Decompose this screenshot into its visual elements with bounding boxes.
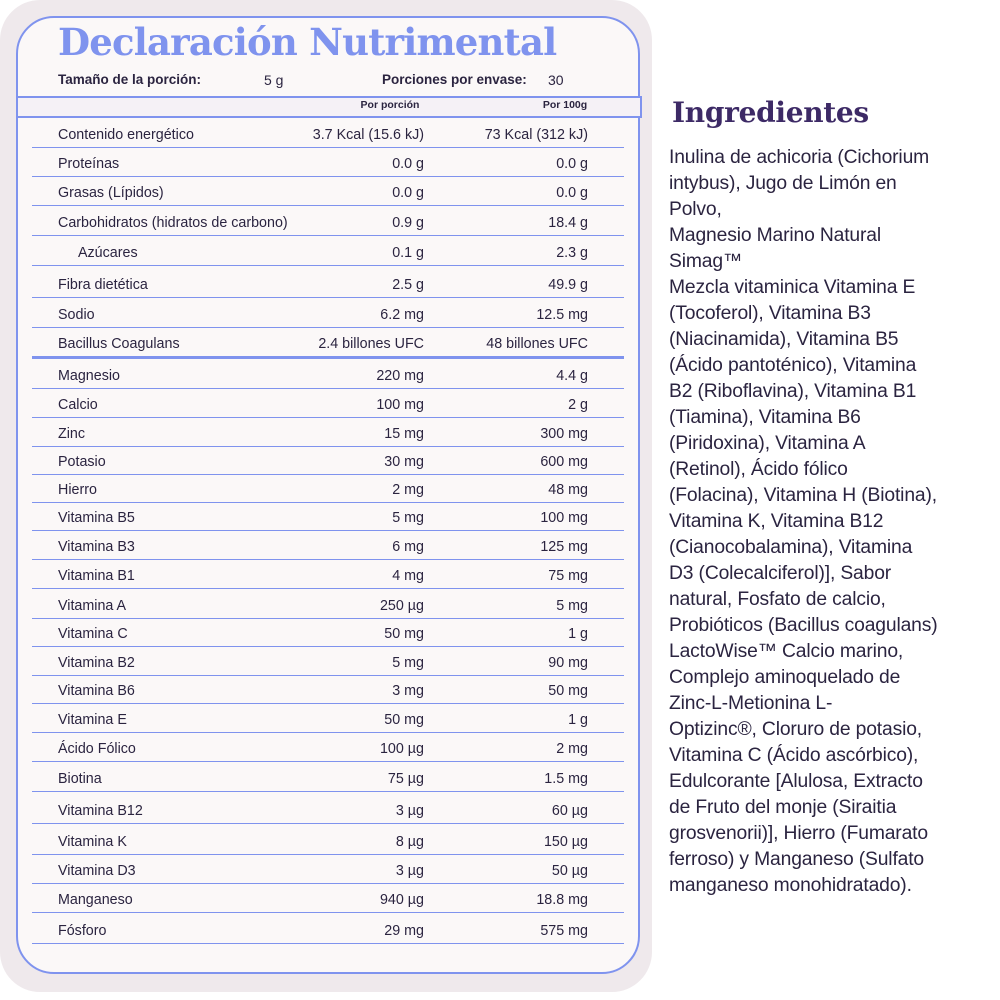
nutrient-per-serving: 0.9 g <box>392 215 424 231</box>
nutrient-per-100g: 300 mg <box>540 426 588 442</box>
nutrient-per-serving: 0.0 g <box>392 156 424 172</box>
table-row <box>32 359 624 389</box>
table-row <box>32 560 624 589</box>
nutrient-per-100g: 2 g <box>568 397 588 413</box>
nutrient-name: Azúcares <box>78 245 138 261</box>
nutrient-per-100g: 50 µg <box>551 863 588 879</box>
nutrient-per-serving: 75 µg <box>387 771 424 787</box>
column-header-per-100g: Por 100g <box>542 99 588 111</box>
table-row <box>32 475 624 503</box>
nutrient-per-serving: 940 µg <box>379 892 424 908</box>
nutrient-per-serving: 6 mg <box>392 539 424 555</box>
nutrient-per-serving: 8 µg <box>395 834 424 850</box>
nutrient-per-serving: 0.1 g <box>392 245 424 261</box>
nutrient-name: Proteínas <box>58 156 120 172</box>
nutrient-per-100g: 90 mg <box>548 655 588 671</box>
column-header-per-serving: Por porción <box>360 99 420 111</box>
table-row <box>32 206 624 236</box>
nutrient-per-serving: 4 mg <box>392 568 424 584</box>
nutrient-per-100g: 18.4 g <box>548 215 588 231</box>
nutrient-per-100g: 49.9 g <box>548 277 588 293</box>
nutrient-name: Vitamina C <box>58 626 128 642</box>
nutrient-per-100g: 5 mg <box>556 598 588 614</box>
nutrient-name: Vitamina K <box>58 834 127 850</box>
nutrient-per-serving: 2 mg <box>392 482 424 498</box>
nutrient-per-100g: 0.0 g <box>556 156 588 172</box>
table-row <box>32 389 624 418</box>
nutrient-per-serving: 100 µg <box>379 741 424 757</box>
nutrient-name: Hierro <box>58 482 97 498</box>
nutrient-name: Ácido Fólico <box>58 741 136 757</box>
nutrient-per-serving: 3.7 Kcal (15.6 kJ) <box>312 127 424 143</box>
nutrient-name: Biotina <box>58 771 102 787</box>
nutrient-name: Calcio <box>58 397 98 413</box>
table-row <box>32 148 624 177</box>
nutrient-per-serving: 3 µg <box>395 863 424 879</box>
nutrient-per-100g: 60 µg <box>551 803 588 819</box>
nutrient-name: Zinc <box>58 426 86 442</box>
table-row <box>32 118 624 148</box>
nutrient-per-100g: 73 Kcal (312 kJ) <box>484 127 588 143</box>
nutrient-per-100g: 1 g <box>568 712 588 728</box>
table-row <box>32 177 624 206</box>
nutrient-per-serving: 50 mg <box>384 626 424 642</box>
table-row <box>32 589 624 619</box>
nutrient-name: Vitamina B5 <box>58 510 135 526</box>
table-row <box>32 733 624 762</box>
nutrient-per-100g: 2 mg <box>556 741 588 757</box>
nutrient-per-100g: 18.8 mg <box>536 892 588 908</box>
nutrient-per-100g: 50 mg <box>548 683 588 699</box>
nutrient-per-serving: 50 mg <box>384 712 424 728</box>
nutrient-per-100g: 0.0 g <box>556 185 588 201</box>
nutrient-name: Grasas (Lípidos) <box>58 185 164 201</box>
ingredients-text: Inulina de achicoria (Cichorium intybus), Jugo de Limón en Polvo, Magnesio Marino Natural Simag™ Mezcla vitaminica Vitamina E (Tocoferol), Vitamina B3 (Niacinamida), Vitamina B5 (Ácido pantoténico), Vitamina B2 (Riboflavina), Vitamina B1 (Tiamina), Vitamina B6 (Piridoxina), Vitamina A (Retinol), Ácido fólico (Folacina), Vitamina H (Biotina), Vitamina K, Vitamina B12 (Cianocobalamina), Vitamina D3 (Colecalciferol)], Sabor natural, Fosfato de calcio, Probióticos (Bacillus coagulans) LactoWise™ Calcio marino, Complejo aminoquelado de Zinc-L-Metionina L- Optizinc®, Cloruro de potasio, Vitamina C (Ácido ascórbico), Edulcorante [Alulosa, Extracto de Fruto del monje (Siraitia grosvenorii)], Hierro (Fumarato ferroso) y Manganeso (Sulfato manganeso monohidratado). <box>669 147 938 896</box>
table-row <box>32 704 624 733</box>
table-row <box>32 676 624 704</box>
nutrient-per-100g: 1 g <box>568 626 588 642</box>
nutrient-per-serving: 2.4 billones UFC <box>318 336 424 352</box>
nutrient-per-serving: 0.0 g <box>392 185 424 201</box>
servings-per-container-value: 30 <box>548 72 564 88</box>
nutrient-per-100g: 12.5 mg <box>536 307 588 323</box>
nutrient-per-100g: 150 µg <box>543 834 588 850</box>
nutrient-name: Fósforo <box>58 923 107 939</box>
nutrient-name: Vitamina B2 <box>58 655 135 671</box>
nutrient-per-100g: 2.3 g <box>556 245 588 261</box>
table-row <box>32 913 624 944</box>
nutrient-name: Bacillus Coagulans <box>58 336 180 352</box>
table-row <box>32 418 624 447</box>
table-row <box>32 503 624 531</box>
servings-per-container-label: Porciones por envase: <box>382 72 527 87</box>
nutrient-per-100g: 75 mg <box>548 568 588 584</box>
table-row <box>32 531 624 560</box>
table-row <box>32 619 624 647</box>
nutrient-name: Vitamina B12 <box>58 803 143 819</box>
serving-size-value: 5 g <box>264 72 284 88</box>
table-row <box>32 298 624 328</box>
nutrient-name: Vitamina B6 <box>58 683 135 699</box>
table-row <box>32 328 624 359</box>
nutrient-per-100g: 1.5 mg <box>544 771 588 787</box>
table-row <box>32 824 624 855</box>
serving-size-label: Tamaño de la porción: <box>58 72 202 87</box>
ingredients-title: Ingredientes <box>672 96 869 129</box>
nutrient-name: Vitamina E <box>58 712 127 728</box>
table-row <box>32 647 624 676</box>
nutrient-name: Potasio <box>58 454 106 470</box>
table-row <box>32 884 624 913</box>
nutrient-name: Vitamina B1 <box>58 568 135 584</box>
nutrient-name: Magnesio <box>58 368 120 384</box>
nutrient-name: Vitamina A <box>58 598 127 614</box>
nutrient-per-serving: 100 mg <box>376 397 424 413</box>
nutrient-per-100g: 575 mg <box>540 923 588 939</box>
nutrient-per-serving: 6.2 mg <box>380 307 424 323</box>
nutrient-per-serving: 15 mg <box>384 426 424 442</box>
nutrient-per-100g: 4.4 g <box>556 368 588 384</box>
nutrient-name: Vitamina B3 <box>58 539 135 555</box>
nutrient-name: Fibra dietética <box>58 277 148 293</box>
nutrient-name: Carbohidratos (hidratos de carbono) <box>58 215 288 231</box>
table-row <box>32 855 624 884</box>
nutrient-per-100g: 125 mg <box>540 539 588 555</box>
nutrient-per-100g: 600 mg <box>540 454 588 470</box>
nutrient-per-100g: 100 mg <box>540 510 588 526</box>
nutrient-per-serving: 3 mg <box>392 683 424 699</box>
table-row <box>32 762 624 792</box>
nutrient-per-serving: 2.5 g <box>392 277 424 293</box>
nutrient-per-serving: 5 mg <box>392 510 424 526</box>
nutrient-per-100g: 48 billones UFC <box>486 336 588 352</box>
nutrient-name: Sodio <box>58 307 95 323</box>
nutrient-name: Manganeso <box>58 892 133 908</box>
table-row <box>32 236 624 266</box>
label-title: Declaración Nutrimental <box>58 20 557 64</box>
nutrient-name: Vitamina D3 <box>58 863 136 879</box>
nutrient-per-serving: 29 mg <box>384 923 424 939</box>
table-row <box>32 266 624 298</box>
table-row <box>32 447 624 475</box>
nutrient-per-serving: 30 mg <box>384 454 424 470</box>
table-row <box>32 792 624 824</box>
nutrient-per-serving: 3 µg <box>395 803 424 819</box>
nutrient-name: Contenido energético <box>58 127 194 143</box>
nutrient-per-serving: 220 mg <box>376 368 424 384</box>
nutrient-per-serving: 5 mg <box>392 655 424 671</box>
nutrient-per-100g: 48 mg <box>548 482 588 498</box>
nutrient-per-serving: 250 µg <box>379 598 424 614</box>
